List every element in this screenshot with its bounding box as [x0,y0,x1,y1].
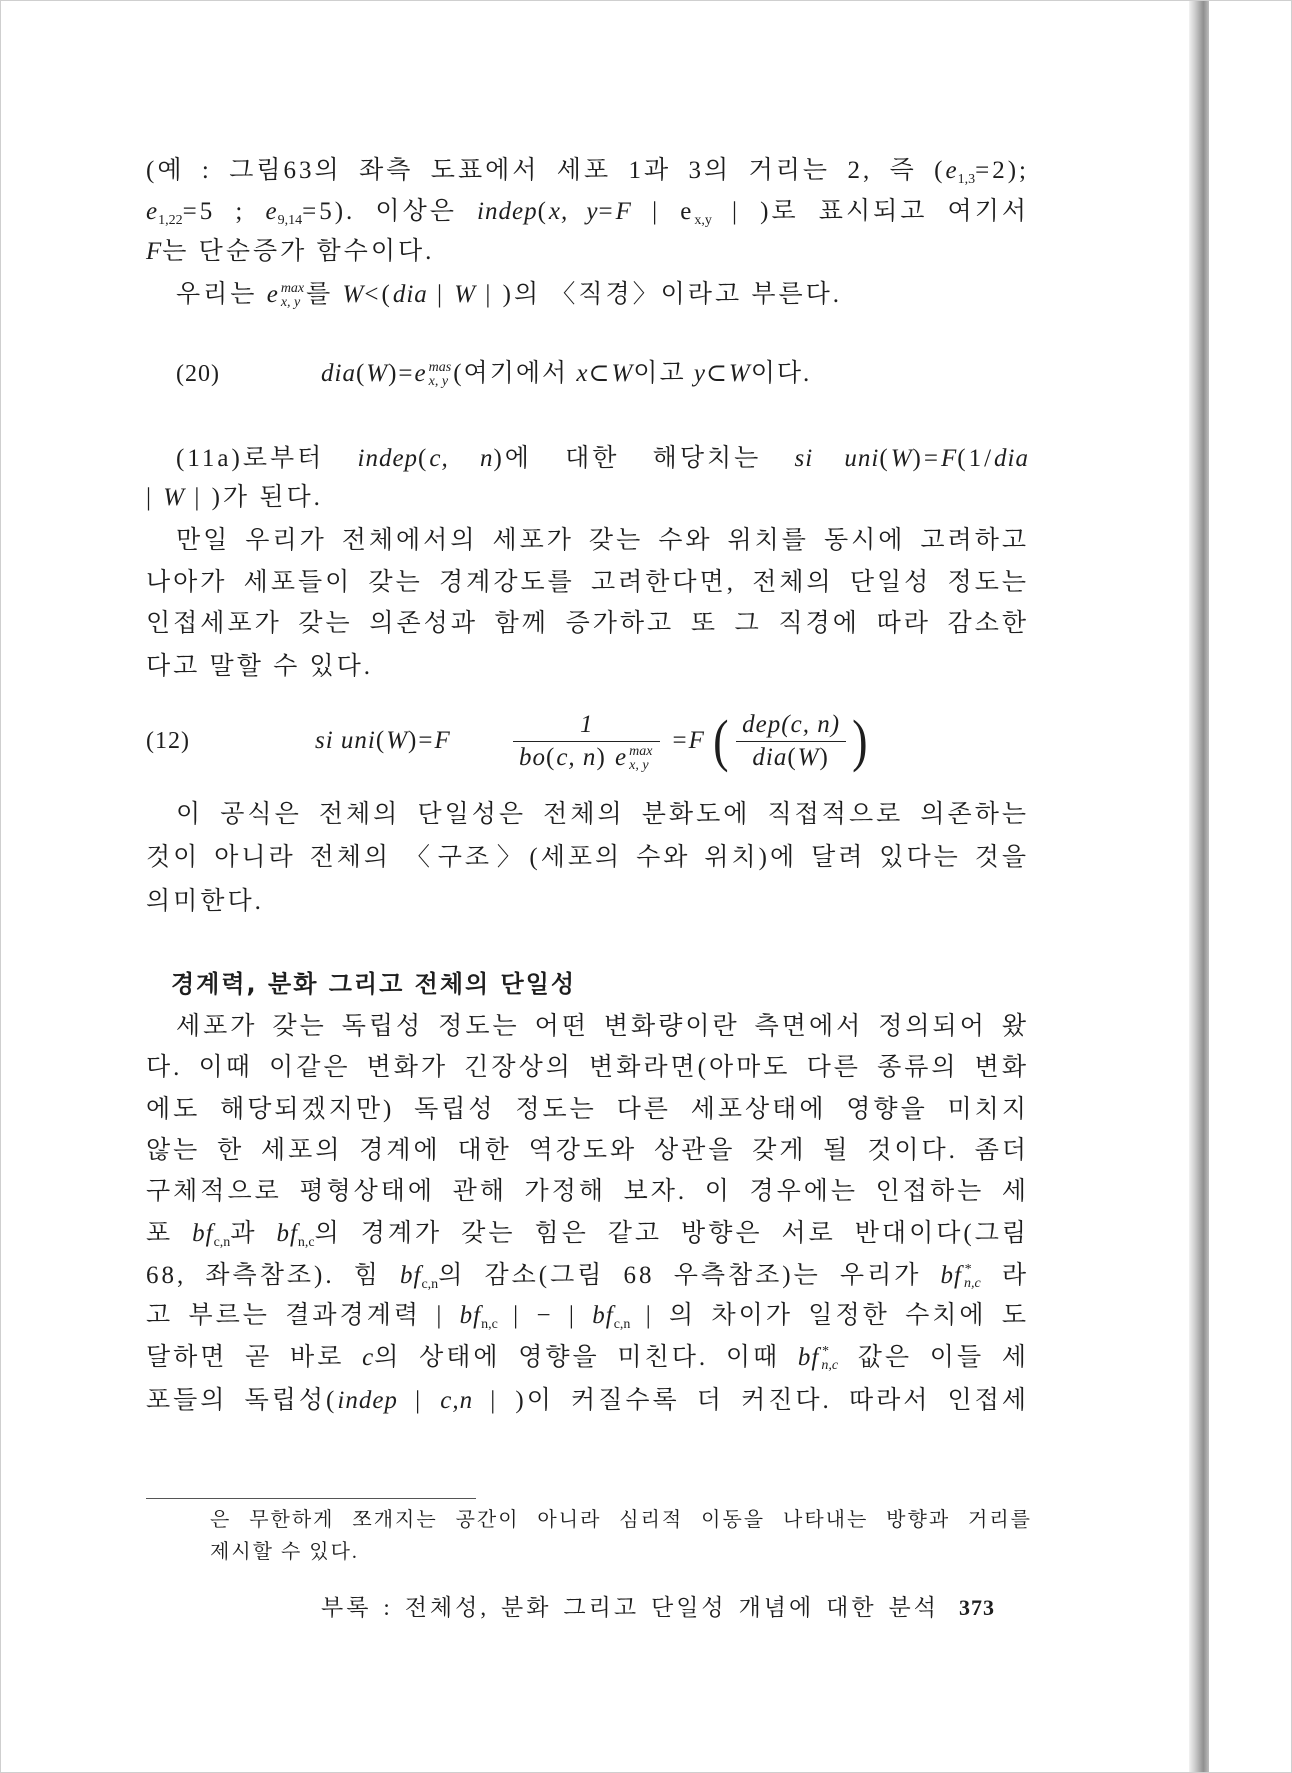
text-run: =5 ; [182,198,266,225]
italic-run: x [576,360,589,387]
italic-run: dia [392,281,428,308]
text-run: 의 경계가 갖는 힘은 같고 방향은 서로 반대이다(그림 [314,1220,1029,1247]
fraction-denominator [746,742,835,774]
italic-run: indep [337,1387,398,1414]
text-line [146,841,1029,875]
fraction-numerator [574,709,600,741]
text-line [146,1134,1029,1168]
text-run: 는 단순증가 함수이다. [162,238,435,265]
fraction [736,709,846,774]
italic-run: c,n [440,1387,474,1414]
left-paren: ( [712,708,731,773]
equation-20 [321,357,811,391]
italic-run: W [728,360,751,387]
text-run: | [146,484,164,511]
text-run: 우리는 [176,281,267,308]
italic-run: indep [477,198,538,225]
footnote-line: 제시할 수 있다. [210,1541,359,1563]
italic-run: F [146,238,163,265]
italic-run: e [266,281,279,308]
italic-run: W [386,727,409,754]
text-line [176,524,1029,558]
text-run: ( [879,445,891,472]
text-run: ) [819,743,830,771]
italic-run: W [611,360,634,387]
text-run: =5). 이상은 [302,198,478,225]
text-run: ) [596,743,616,771]
text-run: 라 [982,1262,1029,1289]
italic-run: bf [459,1302,482,1329]
text-run: (여기에서 [453,360,577,387]
text-run: 를 [306,281,343,308]
text-run: 것이 아니라 전체의 〈구조〉(세포의 수와 위치)에 달려 있다는 것을 [146,844,1029,871]
italic-run: W [454,281,477,308]
italic-run: bf [192,1220,214,1247]
subscript: c,n [213,1235,231,1250]
text-run: 의미한다. [146,888,264,915]
italic-run: c, n [556,743,597,771]
subscript: n,c [297,1235,315,1250]
text-line [146,607,1029,641]
text-line [146,1051,1029,1085]
text-run: ( [787,743,798,771]
italic-run: F [615,198,632,225]
text-line [146,1259,1029,1293]
text-run: 인접세포가 갖는 의존성과 함께 증가하고 또 그 직경에 따라 감소한 [146,610,1029,637]
text-run: 68, 좌측참조). 힘 [146,1262,401,1289]
text-run: | )의 〈직경〉이라고 부른다. [476,281,843,308]
footnote-rule [146,1498,476,1499]
subscript: x, y [629,757,649,773]
text-run: | 의 차이가 일정한 수치에 도 [630,1302,1030,1329]
text-line [146,195,1029,229]
italic-run: indep [357,445,419,472]
text-line [146,1341,1029,1375]
superscript: mas [428,360,452,376]
text-line [146,1217,1029,1251]
italic-run: x, y [548,198,599,225]
equation-equals-f [672,727,704,755]
italic-run: W [366,360,389,387]
italic-run: bf [400,1262,422,1289]
text-run: ( [355,360,367,387]
script-stack [629,745,652,773]
text-run: 포 [146,1220,193,1247]
text-run: 구체적으로 평형상태에 관해 가정해 보자. 이 경우에는 인접하는 세 [146,1178,1029,1205]
fraction [513,709,660,774]
italic-run: dep(c, n) [742,710,841,738]
italic-run: W [163,484,186,511]
text-run: 다. 이때 이같은 변화가 긴장상의 변화라면(아마도 다른 종류의 변화 [146,1054,1029,1081]
text-run: 값은 이들 세 [840,1344,1029,1371]
text-line [146,235,1029,269]
subscript: x, y [428,374,449,390]
superscript: max [280,281,305,297]
footnote-line: 은 무한하게 쪼개지는 공간이 아니라 심리적 이동을 나타내는 방향과 거리를 [210,1509,1032,1531]
italic-run: c [362,1344,375,1371]
text-line [176,1010,1029,1044]
italic-run: e [265,198,278,225]
text-run: 고 부르는 결과경계력 | [146,1302,460,1329]
text-run: 나아가 세포들이 갖는 경계강도를 고려한다면, 전체의 단일성 정도는 [146,569,1029,596]
text-run: | [427,281,455,308]
text-run: | e [631,198,695,225]
text-line [176,442,1029,476]
italic-run: bf [276,1220,298,1247]
text-line [146,1299,1029,1333]
italic-run: bf [797,1344,820,1371]
right-paren: ) [852,708,870,773]
text-run: )= [408,727,435,754]
subscript: n,c [963,1276,981,1292]
text-run: 세포가 갖는 독립성 정도는 어떤 변화량이란 측면에서 정의되어 왔 [176,1013,1029,1040]
text-run: 포들의 독립성( [146,1387,338,1414]
italic-run: si uni [315,727,376,754]
text-run: ⊂ [705,360,729,387]
text-run: ⊂ [588,360,612,387]
text-run: (11a)로부터 [176,445,358,472]
script-stack [281,282,304,310]
italic-run: bo [519,743,546,771]
superscript: max [629,743,653,759]
italic-run: dia [752,743,788,771]
text-line [146,1384,1029,1418]
running-footer: 부록 : 전체성, 분화 그리고 단일성 개념에 대한 분석 [321,1595,939,1620]
superscript: * [963,1262,971,1278]
text-run: (예 : 그림63의 좌측 도표에서 세포 1과 3의 거리는 2, 즉 ( [146,157,946,184]
text-run: | [397,1387,441,1414]
text-run: | )가 된다. [185,484,323,511]
italic-run: W [797,743,820,771]
section-heading: 경계력, 분화 그리고 전체의 단일성 [171,970,577,998]
italic-run: F [940,445,958,472]
text-line [146,650,1029,684]
italic-run: si uni [794,445,880,472]
text-run: ( [375,727,387,754]
text-run: 달하면 곧 바로 [146,1344,363,1371]
italic-run: bf [940,1262,962,1289]
text-run: = [598,198,616,225]
text-run: = [672,727,689,754]
text-line [146,885,1029,919]
text-line [146,481,1029,515]
text-run: | )로 표시되고 여기서 [711,198,1030,225]
text-run: 이 공식은 전체의 단일성은 전체의 분화도에 직접적으로 의존하는 [176,801,1029,828]
italic-run: e [414,360,427,387]
script-stack [964,1263,981,1291]
text-run: 이고 [633,360,694,387]
fraction-numerator [736,709,846,741]
text-run: 에도 해당되겠지만) 독립성 정도는 다른 세포상태에 영향을 미치지 [146,1096,1029,1123]
italic-run: dia [994,445,1029,472]
text-run: =2); [975,157,1029,184]
text-run: 만일 우리가 전체에서의 세포가 갖는 수와 위치를 동시에 고려하고 [176,527,1029,554]
page-number: 373 [959,1595,995,1620]
text-run: )= [388,360,415,387]
text-run: <( [364,281,393,308]
text-run: ( [546,743,557,771]
text-run: ( [537,198,549,225]
subscript: n,c [821,1358,839,1374]
text-run: 의 상태에 영향을 미친다. 이때 [374,1344,798,1371]
italic-run: e [615,743,628,771]
fraction-denominator [513,742,660,774]
italic-run: dia [321,360,356,387]
subscript: c,n [613,1317,631,1332]
equation-label: (20) [176,361,220,387]
italic-run: W [342,281,365,308]
italic-run: bf [592,1302,614,1329]
equation-12 [315,701,873,781]
equation-label: (12) [146,728,190,754]
italic-run: e [146,198,159,225]
subscript: x,y [694,213,712,228]
subscript: c,n [421,1277,439,1292]
text-line [146,1175,1029,1209]
text-run: | )이 커질수록 더 커진다. 따라서 인접세 [473,1387,1029,1414]
subscript: 1,22 [158,213,183,228]
text-run: | − | [497,1302,593,1329]
italic-run: F [688,727,705,754]
script-stack [821,1345,838,1373]
subscript: x, y [280,295,301,311]
subscript: n,c [481,1317,498,1332]
subscript: 9,14 [277,213,303,228]
text-run: )에 대한 해당치는 [493,445,795,472]
text-line [146,1093,1029,1127]
text-run: (1/ [957,445,995,472]
text-line [176,278,1029,312]
text-run: ( [418,445,430,472]
script-stack [429,361,452,389]
text-run: 다고 말할 수 있다. [146,653,374,680]
subscript: 1,3 [957,172,976,187]
superscript: * [821,1344,829,1360]
italic-run: c, n [429,445,494,472]
text-run: 과 [230,1220,277,1247]
italic-run: F [434,727,451,754]
italic-run: W [890,445,913,472]
italic-run: 1 [579,710,594,738]
italic-run: y [693,360,706,387]
equation-lhs [315,727,505,755]
text-run: 이다. [750,360,812,387]
page-edge-shadow [1189,1,1209,1773]
text-line [146,154,1029,188]
text-line [176,798,1029,832]
text-run: 의 감소(그림 68 우측참조)는 우리가 [438,1262,941,1289]
text-run: 않는 한 세포의 경계에 대한 역강도와 상관을 갖게 될 것이다. 좀더 [146,1137,1029,1164]
italic-run: e [945,157,958,184]
text-run: )= [912,445,941,472]
text-line [146,566,1029,600]
